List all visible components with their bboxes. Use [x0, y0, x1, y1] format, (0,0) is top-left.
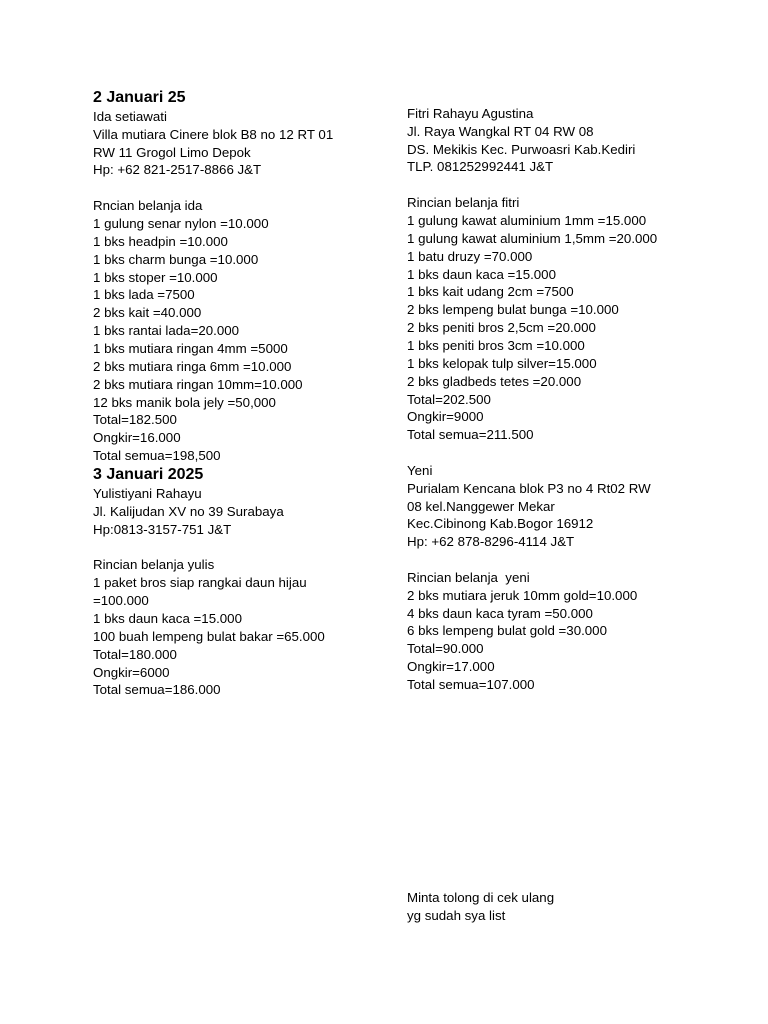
order-item: 6 bks lempeng bulat gold =30.000 [407, 623, 607, 638]
customer-name: Ida setiawati [93, 109, 167, 124]
order-item: 2 bks lempeng bulat bunga =10.000 [407, 302, 619, 317]
order-item: 1 gulung kawat aluminium 1mm =15.000 [407, 213, 647, 228]
customer-name: Fitri Rahayu Agustina [407, 106, 534, 121]
customer-phone: Hp: +62 821-2517-8866 J&T [93, 162, 262, 177]
order-item: 1 bks kelopak tulp silver=15.000 [407, 356, 597, 371]
order-grand-total: Total semua=211.500 [407, 427, 534, 442]
customer-address: DS. Mekikis Kec. Purwoasri Kab.Kediri [407, 142, 636, 157]
customer-address: Kec.Cibinong Kab.Bogor 16912 [407, 516, 594, 531]
order-shipping: Ongkir=16.000 [93, 430, 181, 445]
order-item: 2 bks mutiara ringa 6mm =10.000 [93, 359, 292, 374]
order-grand-total: Total semua=186.000 [93, 682, 221, 697]
order-item: 1 bks kait udang 2cm =7500 [407, 284, 574, 299]
order-item: 1 bks headpin =10.000 [93, 234, 228, 249]
order-item: 1 bks lada =7500 [93, 287, 195, 302]
date-heading: 3 Januari 2025 [93, 466, 204, 483]
order-item: 1 bks stoper =10.000 [93, 270, 218, 285]
order-item: 1 bks mutiara ringan 4mm =5000 [93, 341, 288, 356]
customer-phone: TLP. 081252992441 J&T [407, 159, 554, 174]
order-grand-total: Total semua=198,500 [93, 448, 221, 463]
customer-address: Jl. Kalijudan XV no 39 Surabaya [93, 504, 284, 519]
order-total: Total=182.500 [93, 412, 177, 427]
customer-phone: Hp:0813-3157-751 J&T [93, 522, 232, 537]
order-title: Rincian belanja yulis [93, 557, 215, 572]
customer-address: RW 11 Grogol Limo Depok [93, 145, 251, 160]
order-item: =100.000 [93, 593, 149, 608]
order-item: 2 bks kait =40.000 [93, 305, 202, 320]
order-item: 1 bks peniti bros 3cm =10.000 [407, 338, 585, 353]
order-title: Rincian belanja fitri [407, 195, 520, 210]
note-line: Minta tolong di cek ulang [407, 890, 555, 905]
order-total: Total=180.000 [93, 647, 177, 662]
order-item: 1 bks daun kaca =15.000 [93, 611, 242, 626]
customer-address: Purialam Kencana blok P3 no 4 Rt02 RW [407, 481, 651, 496]
order-shipping: Ongkir=17.000 [407, 659, 495, 674]
order-item: 1 gulung senar nylon =10.000 [93, 216, 269, 231]
order-item: 2 bks mutiara jeruk 10mm gold=10.000 [407, 588, 638, 603]
order-item: 1 gulung kawat aluminium 1,5mm =20.000 [407, 231, 658, 246]
order-grand-total: Total semua=107.000 [407, 677, 535, 692]
order-total: Total=202.500 [407, 392, 491, 407]
customer-name: Yeni [407, 463, 433, 478]
order-total: Total=90.000 [407, 641, 484, 656]
order-item: 2 bks peniti bros 2,5cm =20.000 [407, 320, 596, 335]
order-item: 1 bks rantai lada=20.000 [93, 323, 240, 338]
order-item: 2 bks gladbeds tetes =20.000 [407, 374, 582, 389]
order-item: 100 buah lempeng bulat bakar =65.000 [93, 629, 325, 644]
order-shipping: Ongkir=6000 [93, 665, 170, 680]
order-item: 1 batu druzy =70.000 [407, 249, 533, 264]
date-heading: 2 Januari 25 [93, 89, 186, 106]
order-item: 1 bks daun kaca =15.000 [407, 267, 556, 282]
note-line: yg sudah sya list [407, 908, 506, 923]
order-item: 2 bks mutiara ringan 10mm=10.000 [93, 377, 303, 392]
customer-address: 08 kel.Nanggewer Mekar [407, 499, 555, 514]
customer-address: Jl. Raya Wangkal RT 04 RW 08 [407, 124, 594, 139]
order-item: 1 bks charm bunga =10.000 [93, 252, 259, 267]
order-item: 12 bks manik bola jely =50,000 [93, 395, 276, 410]
customer-phone: Hp: +62 878-8296-4114 J&T [407, 534, 575, 549]
order-shipping: Ongkir=9000 [407, 409, 484, 424]
order-item: 1 paket bros siap rangkai daun hijau [93, 575, 307, 590]
order-title: Rncian belanja ida [93, 198, 203, 213]
customer-address: Villa mutiara Cinere blok B8 no 12 RT 01 [93, 127, 334, 142]
order-item: 4 bks daun kaca tyram =50.000 [407, 606, 593, 621]
customer-name: Yulistiyani Rahayu [93, 486, 202, 501]
order-title: Rincian belanja yeni [407, 570, 530, 585]
